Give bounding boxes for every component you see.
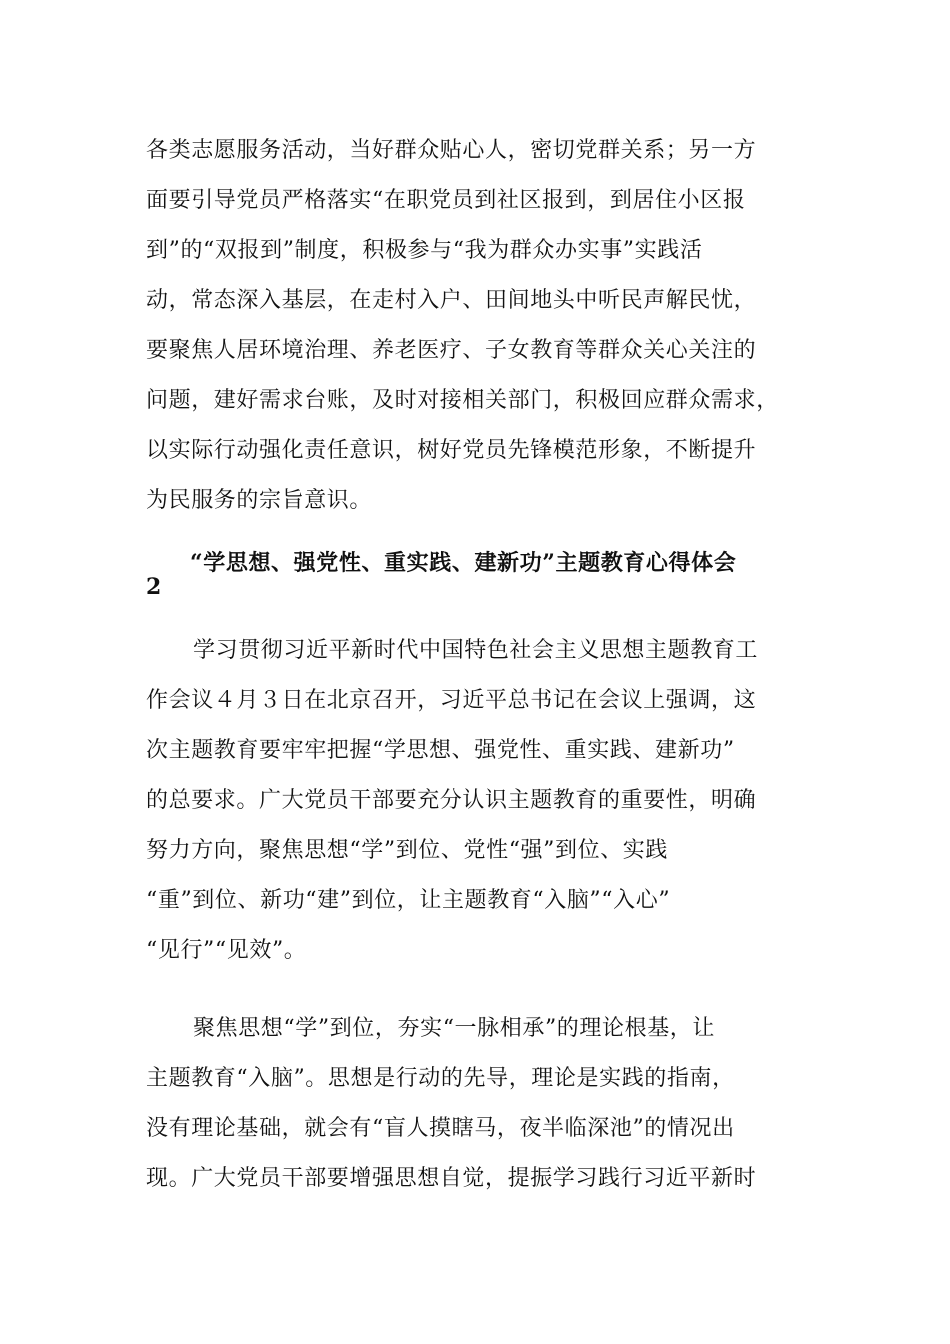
paragraph-line: 动，常态深入基层，在走村入户、田间地头中听民声解民忧， <box>146 288 757 313</box>
paragraph-line: 现。广大党员干部要增强思想自觉，提振学习践行习近平新时 <box>146 1166 757 1191</box>
paragraph-line: 面要引导党员严格落实“在职党员到社区报到，到居住小区报 <box>146 188 746 213</box>
paragraph-line: “重”到位、新功“建”到位，让主题教育“入脑”“入心” <box>146 888 671 913</box>
paragraph-line: 没有理论基础，就会有“盲人摸瞎马，夜半临深池”的情况出 <box>146 1116 735 1141</box>
paragraph-line: 为民服务的宗旨意识。 <box>146 488 373 513</box>
paragraph-line: 的总要求。广大党员干部要充分认识主题教育的重要性，明确 <box>146 788 757 813</box>
paragraph-line: 以实际行动强化责任意识，树好党员先锋模范形象，不断提升 <box>146 438 757 463</box>
article-title: “学思想、强党性、重实践、建新功”主题教育心得体会 <box>190 550 737 576</box>
paragraph-line: 主题教育“入脑”。思想是行动的先导，理论是实践的指南， <box>146 1066 735 1091</box>
paragraph-line: 作会议４月３日在北京召开，习近平总书记在会议上强调，这 <box>146 688 757 713</box>
paragraph-line: “见行”“见效”。 <box>146 938 307 963</box>
paragraph-line: 问题，建好需求台账，及时对接相关部门，积极回应群众需求， <box>146 388 779 413</box>
article-title-number: 2 <box>146 574 162 600</box>
paragraph-line: 次主题教育要牢牢把握“学思想、强党性、重实践、建新功” <box>146 738 735 763</box>
paragraph-line: 努力方向，聚焦思想“学”到位、党性“强”到位、实践 <box>146 838 668 863</box>
paragraph-line: 要聚焦人居环境治理、养老医疗、子女教育等群众关心关注的 <box>146 338 757 363</box>
paragraph-line: 各类志愿服务活动，当好群众贴心人，密切党群关系；另一方 <box>146 138 757 163</box>
paragraph-line: 聚焦思想“学”到位，夯实“一脉相承”的理论根基，让 <box>193 1016 715 1041</box>
paragraph-line: 到”的“双报到”制度，积极参与“我为群众办实事”实践活 <box>146 238 703 263</box>
paragraph-line: 学习贯彻习近平新时代中国特色社会主义思想主题教育工 <box>193 638 759 663</box>
